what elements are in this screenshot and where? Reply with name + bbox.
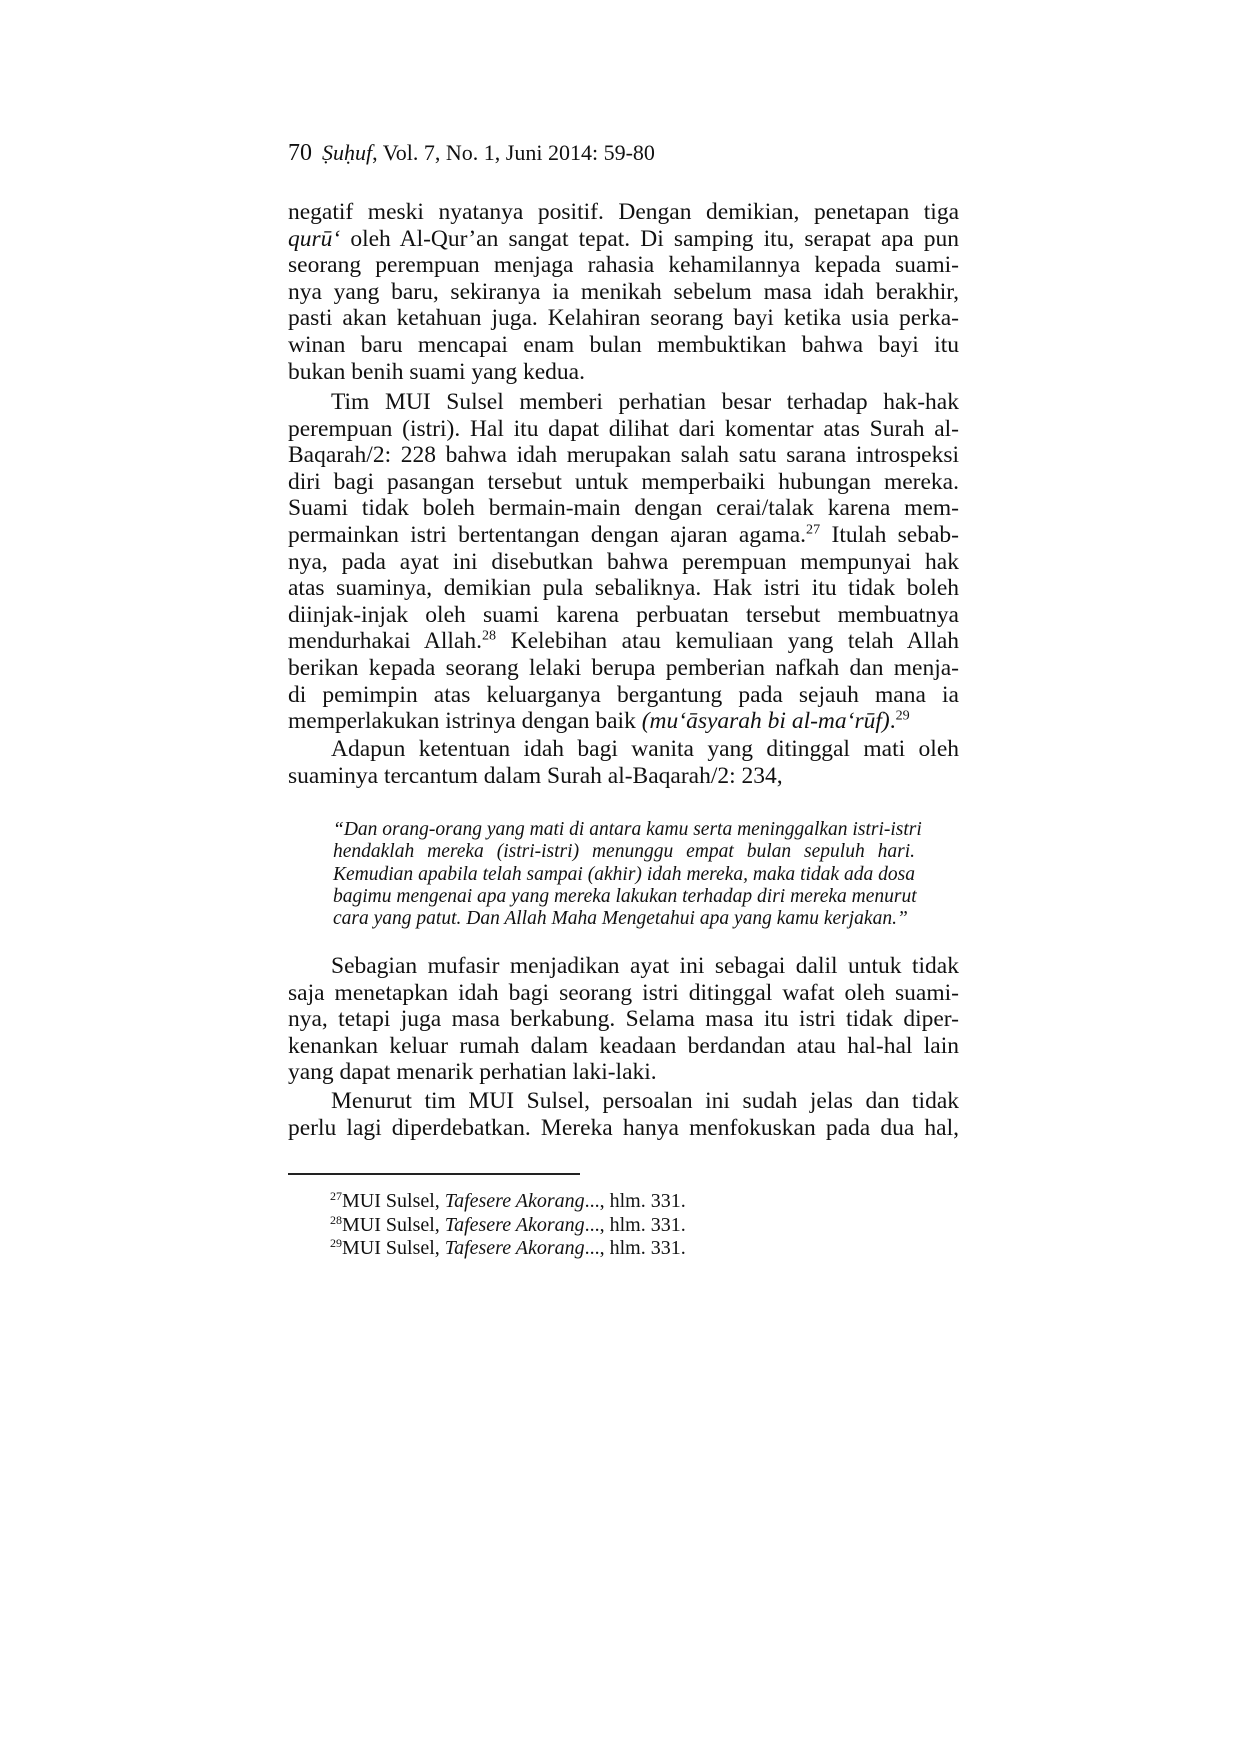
footnotes	[330, 1190, 686, 1261]
text-line: qurū‘ oleh Al-Qur’an sangat tepat. Di samping itu, serapat apa pun	[288, 225, 959, 252]
text-line: diinjak-injak oleh suami karena perbuatan tersebut membuatnya	[288, 601, 959, 628]
text-line: nya, tetapi juga masa berkabung. Selama masa itu istri tidak diper-	[288, 1006, 959, 1033]
footnote-ref[interactable]: 27	[806, 521, 821, 538]
quote-line: hendaklah mereka (istri-istri) menunggu empat bulan sepuluh hari.	[333, 841, 915, 863]
italic-term: qurū‘	[288, 225, 341, 252]
text-line: Adapun ketentuan idah bagi wanita yang ditinggal mati oleh	[331, 736, 959, 762]
text-line: negatif meski nyatanya positif. Dengan demikian, penetapan tiga	[288, 199, 959, 225]
text-line: nya, pada ayat ini disebutkan bahwa perempuan mempunyai hak	[288, 548, 959, 575]
text-line: di pemimpin atas keluarganya bergantung pada sejauh mana ia	[288, 681, 959, 708]
footnote-ref[interactable]: 29	[895, 707, 910, 724]
text-line: perempuan (istri). Hal itu dapat dilihat dari komentar atas Surah al-	[288, 415, 959, 442]
text-line: pasti akan ketahuan juga. Kelahiran seorang bayi ketika usia perka-	[288, 305, 959, 332]
paragraph-5	[288, 1088, 959, 1141]
text-line: bukan benih suami yang kedua.	[288, 358, 585, 385]
footnote-27: $^{27}$MUI Sulsel, Tafesere Akorang..., hlm. 331.	[330, 1188, 686, 1212]
paragraph-1	[288, 199, 959, 385]
text-line: Menurut tim MUI Sulsel, persoalan ini sudah jelas dan tidak	[331, 1088, 959, 1114]
quote-line: bagimu mengenai apa yang mereka lakukan terhadap diri mereka menurut	[333, 885, 917, 907]
text-line: suaminya tercantum dalam Surah al-Baqarah/2: 234,	[288, 762, 783, 789]
text-line: nya yang baru, sekiranya ia menikah sebelum masa idah berakhir,	[288, 278, 959, 305]
footnote-29: $^{29}$MUI Sulsel, Tafesere Akorang..., hlm. 331.	[330, 1235, 686, 1259]
quote-line: “Dan orang-orang yang mati di antara kamu serta meninggalkan istri-istri	[333, 819, 922, 840]
quote-line: cara yang patut. Dan Allah Maha Mengetahui apa yang kamu kerjakan.”	[333, 908, 908, 930]
text-line: diri bagi pasangan tersebut untuk memperbaiki hubungan mereka.	[288, 468, 959, 495]
text-line: Tim MUI Sulsel memberi perhatian besar terhadap hak-hak	[331, 389, 959, 415]
text-line: perlu lagi diperdebatkan. Mereka hanya menfokuskan pada dua hal,	[288, 1114, 959, 1141]
text-line: Sebagian mufasir menjadikan ayat ini sebagai dalil untuk tidak	[331, 953, 959, 979]
footnote-ref[interactable]: 28	[481, 627, 497, 644]
running-header	[288, 140, 655, 167]
text-line: kenankan keluar rumah dalam keadaan berdandan atau hal-hal lain	[288, 1032, 959, 1059]
text-line: mendurhakai Allah.$^{28}$ Kelebihan atau kemuliaan yang telah Allah	[288, 627, 960, 655]
paragraph-2	[288, 389, 959, 735]
paragraph-3	[288, 736, 959, 789]
text-line: Suami tidak boleh bermain-main dengan cerai/talak karena mem-	[288, 495, 959, 522]
text-line: winan baru mencapai enam bulan membuktikan bahwa bayi itu	[288, 331, 959, 358]
text-line: yang dapat menarik perhatian laki-laki.	[288, 1059, 657, 1086]
citation: , Vol. 7, No. 1, Juni 2014: 59-80	[372, 140, 655, 165]
text-line: atas suaminya, demikian pula sebaliknya. Hak istri itu tidak boleh	[288, 575, 959, 602]
footnote-28: $^{28}$MUI Sulsel, Tafesere Akorang..., hlm. 331.	[330, 1212, 686, 1236]
text-line: permainkan istri bertentangan dengan ajaran agama.$^{27}$ Itulah sebab-	[288, 521, 959, 548]
italic-term: (mu‘āsyarah bi al-ma‘rūf)	[641, 708, 890, 735]
paragraph-4	[288, 953, 959, 1086]
block-quote	[333, 819, 922, 930]
footnote-separator	[288, 1173, 580, 1175]
quote-line: Kemudian apabila telah sampai (akhir) idah mereka, maka tidak ada dosa	[333, 863, 915, 885]
text-line: berikan kepada seorang lelaki berupa pemberian nafkah dan menja-	[288, 654, 959, 681]
text-line: Baqarah/2: 228 bahwa idah merupakan salah satu sarana introspeksi	[288, 442, 959, 469]
text-line: memperlakukan istrinya dengan baik (mu‘āsyarah bi al-ma‘rūf).$^{29}$	[288, 707, 910, 735]
text-line: seorang perempuan menjaga rahasia kehamilannya kepada suami-	[288, 252, 959, 279]
text-line: saja menetapkan idah bagi seorang istri ditinggal wafat oleh suami-	[288, 979, 959, 1006]
page-number: 70	[288, 140, 312, 166]
journal-name: Ṣuḥuf	[322, 140, 373, 165]
